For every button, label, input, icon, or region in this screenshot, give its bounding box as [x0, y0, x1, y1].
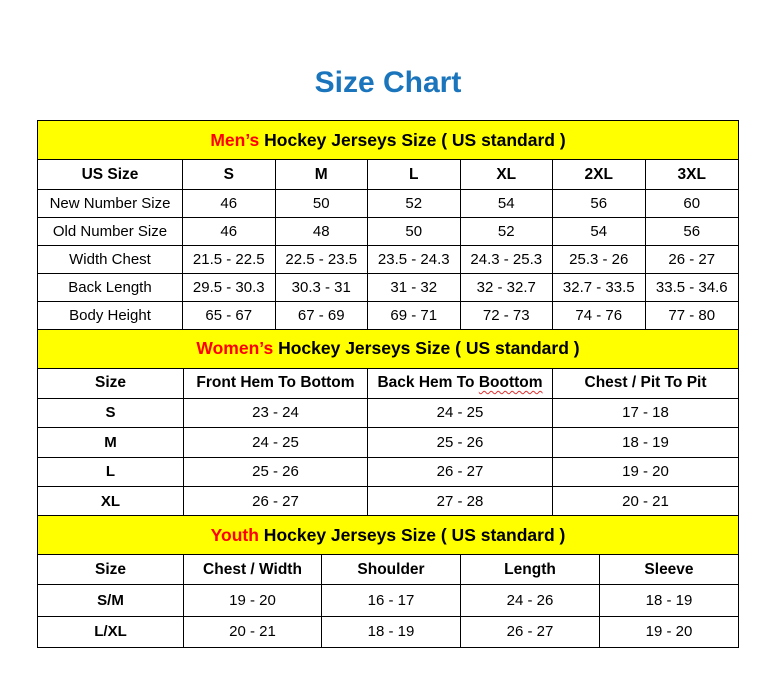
- cell-value: 74 - 76: [553, 302, 646, 330]
- cell-value: 46: [183, 190, 276, 218]
- womens-col-header: Front Hem To Bottom: [184, 368, 368, 398]
- row-label: XL: [38, 487, 184, 517]
- table-row: [38, 585, 739, 617]
- youth-banner-text: Hockey Jerseys Size ( US standard ): [258, 524, 566, 545]
- womens-banner-highlight: Women’s: [196, 338, 274, 358]
- cell-value: 18 - 19: [322, 616, 461, 648]
- womens-col-header: Back Hem To Boottom: [368, 368, 553, 398]
- youth-col-header: Chest / Width: [184, 555, 322, 585]
- cell-value: 65 - 67: [183, 302, 276, 330]
- cell-value: 46: [183, 218, 276, 246]
- cell-value: 26 - 27: [645, 246, 739, 274]
- cell-value: 23 - 24: [184, 398, 368, 428]
- cell-value: 32.7 - 33.5: [553, 274, 646, 302]
- cell-value: 32 - 32.7: [460, 274, 553, 302]
- cell-value: 56: [645, 218, 739, 246]
- cell-value: 21.5 - 22.5: [183, 246, 276, 274]
- youth-col-header: Shoulder: [322, 555, 461, 585]
- youth-banner-highlight: Youth: [210, 524, 259, 545]
- cell-value: 29.5 - 30.3: [183, 274, 276, 302]
- cell-value: 72 - 73: [460, 302, 553, 330]
- cell-value: 67 - 69: [275, 302, 368, 330]
- cell-value: 20 - 21: [184, 616, 322, 648]
- youth-header-row: [38, 555, 739, 585]
- cell-value: 54: [553, 218, 646, 246]
- table-row: [38, 428, 739, 458]
- youth-col-header: Size: [38, 555, 184, 585]
- cell-value: 17 - 18: [553, 398, 739, 428]
- cell-value: 22.5 - 23.5: [275, 246, 368, 274]
- cell-value: 48: [275, 218, 368, 246]
- cell-value: 19 - 20: [553, 457, 739, 487]
- row-label: Body Height: [38, 302, 183, 330]
- cell-value: 20 - 21: [553, 487, 739, 517]
- mens-size-table: [37, 120, 739, 330]
- mens-col-header: 3XL: [645, 160, 739, 190]
- cell-value: 19 - 20: [184, 585, 322, 617]
- mens-col-header: XL: [460, 160, 553, 190]
- cell-value: 60: [645, 190, 739, 218]
- cell-value: 24.3 - 25.3: [460, 246, 553, 274]
- cell-value: 19 - 20: [600, 616, 739, 648]
- mens-banner-highlight: Men’s: [210, 129, 260, 150]
- cell-value: 69 - 71: [368, 302, 461, 330]
- table-row: [38, 302, 739, 330]
- cell-value: 27 - 28: [368, 487, 553, 517]
- row-label: M: [38, 428, 184, 458]
- row-label: Width Chest: [38, 246, 183, 274]
- womens-section-banner: [38, 329, 739, 368]
- page-title: Size Chart: [314, 66, 462, 99]
- cell-value: 18 - 19: [600, 585, 739, 617]
- row-label: L/XL: [38, 616, 184, 648]
- mens-col-header: US Size: [38, 160, 183, 190]
- cell-value: 24 - 26: [461, 585, 600, 617]
- mens-header-row: [38, 160, 739, 190]
- womens-size-table: [37, 329, 739, 517]
- cell-value: 50: [275, 190, 368, 218]
- table-row: [38, 274, 739, 302]
- table-row: [38, 190, 739, 218]
- mens-col-header: M: [275, 160, 368, 190]
- row-label: S: [38, 398, 184, 428]
- womens-col-header: Size: [38, 368, 184, 398]
- mens-section-banner: [38, 121, 739, 160]
- mens-banner-text: Hockey Jerseys Size ( US standard ): [259, 129, 566, 150]
- cell-value: 18 - 19: [553, 428, 739, 458]
- table-row: [38, 487, 739, 517]
- row-label: New Number Size: [38, 190, 183, 218]
- cell-value: 56: [553, 190, 646, 218]
- cell-value: 52: [368, 190, 461, 218]
- cell-value: 26 - 27: [184, 487, 368, 517]
- table-row: [38, 457, 739, 487]
- womens-col-header: Chest / Pit To Pit: [553, 368, 739, 398]
- womens-banner-text: Hockey Jerseys Size ( US standard ): [273, 338, 580, 358]
- row-label: Old Number Size: [38, 218, 183, 246]
- mens-col-header: L: [368, 160, 461, 190]
- mens-col-header: 2XL: [553, 160, 646, 190]
- cell-value: 30.3 - 31: [275, 274, 368, 302]
- youth-section-banner: [38, 516, 739, 555]
- cell-value: 24 - 25: [184, 428, 368, 458]
- youth-col-header: Length: [461, 555, 600, 585]
- table-row: [38, 218, 739, 246]
- cell-value: 50: [368, 218, 461, 246]
- cell-value: 24 - 25: [368, 398, 553, 428]
- cell-value: 31 - 32: [368, 274, 461, 302]
- cell-value: 26 - 27: [368, 457, 553, 487]
- row-label: Back Length: [38, 274, 183, 302]
- cell-value: 25 - 26: [368, 428, 553, 458]
- cell-value: 25.3 - 26: [553, 246, 646, 274]
- cell-value: 23.5 - 24.3: [368, 246, 461, 274]
- row-label: L: [38, 457, 184, 487]
- youth-size-table: [37, 515, 739, 648]
- cell-value: 52: [460, 218, 553, 246]
- size-chart-tables: [37, 120, 739, 648]
- cell-value: 16 - 17: [322, 585, 461, 617]
- cell-value: 26 - 27: [461, 616, 600, 648]
- row-label: S/M: [38, 585, 184, 617]
- table-row: [38, 398, 739, 428]
- table-row: [38, 616, 739, 648]
- cell-value: 25 - 26: [184, 457, 368, 487]
- youth-col-header: Sleeve: [600, 555, 739, 585]
- cell-value: 54: [460, 190, 553, 218]
- mens-col-header: S: [183, 160, 276, 190]
- table-row: [38, 246, 739, 274]
- cell-value: 77 - 80: [645, 302, 739, 330]
- womens-header-row: [38, 368, 739, 398]
- misspelled-word: Boottom: [478, 374, 543, 391]
- cell-value: 33.5 - 34.6: [645, 274, 739, 302]
